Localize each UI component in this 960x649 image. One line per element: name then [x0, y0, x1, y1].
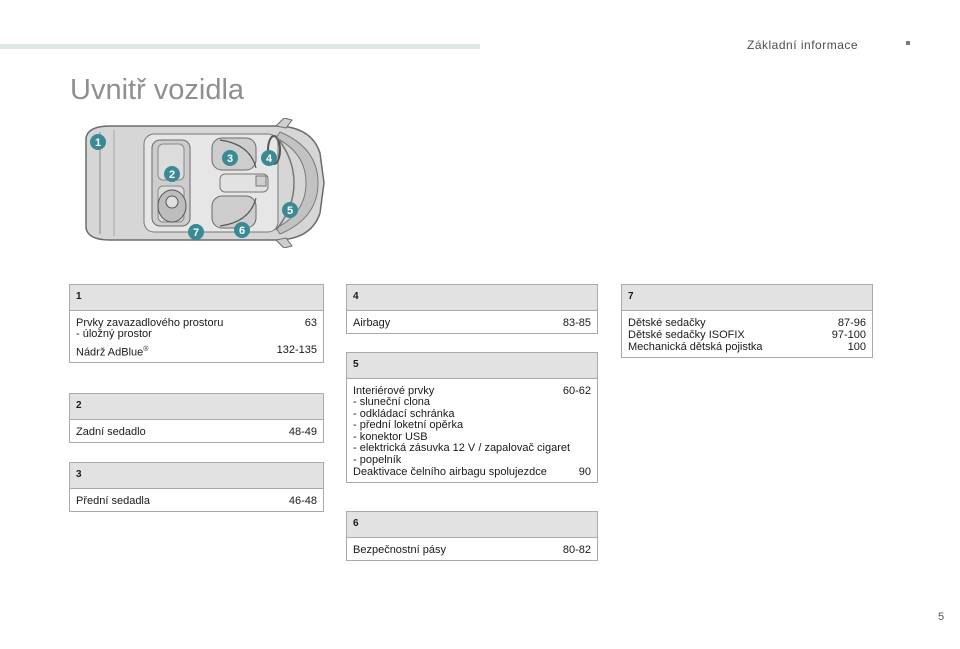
entry-pages: 80-82	[562, 544, 591, 556]
box-number: 5	[347, 353, 597, 379]
svg-text:5: 5	[286, 205, 294, 217]
entry-row	[628, 329, 866, 341]
entry-row	[76, 495, 317, 507]
box-number: 6	[347, 512, 597, 538]
header-rule	[0, 44, 480, 49]
entry-subitem: - elektrická zásuvka 12 V / zapalovač cigaret	[353, 442, 571, 454]
box-number: 7	[622, 285, 872, 311]
entry-label: Interiérové prvky	[353, 385, 435, 397]
section-title: Základní informace	[747, 38, 859, 52]
info-box-1	[69, 284, 324, 363]
entry-row	[353, 466, 591, 478]
entry-row	[628, 341, 866, 353]
info-box-6	[346, 511, 598, 561]
box-number: 1	[70, 285, 323, 311]
box-number: 4	[347, 285, 597, 311]
callout-1	[90, 134, 106, 150]
entry-label: Prvky zavazadlového prostoru	[76, 317, 224, 329]
entry-label: Dětské sedačky ISOFIX	[628, 329, 745, 341]
svg-text:2: 2	[168, 169, 176, 181]
entry-label: Dětské sedačky	[628, 317, 706, 329]
info-box-5	[346, 352, 598, 483]
entry-label: Nádrž AdBlue	[76, 346, 144, 359]
entry-row	[76, 426, 317, 438]
info-box-7	[621, 284, 873, 358]
page-number: 5	[938, 611, 945, 623]
entry-row	[76, 344, 317, 359]
car-interior-illustration	[80, 118, 330, 248]
callout-3	[222, 150, 238, 166]
entry-subitem: - odkládací schránka	[353, 407, 455, 420]
box-number: 2	[70, 394, 323, 420]
entry-subitem: - konektor USB	[353, 430, 428, 443]
header-bullet	[906, 41, 910, 45]
entry-pages: 48-49	[288, 426, 317, 438]
svg-text:6: 6	[238, 225, 246, 237]
entry-label: Deaktivace čelního airbagu spolujezdce	[353, 466, 547, 478]
svg-text:7: 7	[192, 227, 200, 239]
page-title: Uvnitř vozidla	[70, 74, 245, 106]
svg-text:4: 4	[265, 153, 273, 165]
entry-subitem: - popelník	[353, 453, 402, 466]
info-box-4	[346, 284, 598, 334]
entry-pages: 90	[578, 466, 591, 478]
info-box-2	[69, 393, 324, 443]
entry-pages: 87-96	[837, 317, 866, 329]
registered-mark: ®	[143, 345, 149, 353]
entry-label: Bezpečnostní pásy	[353, 544, 446, 556]
entry-row	[628, 317, 866, 329]
callout-4	[261, 150, 277, 166]
entry-pages: 63	[304, 317, 317, 329]
callout-2	[164, 166, 180, 182]
entry-pages: 83-85	[562, 317, 591, 329]
entry-pages: 97-100	[831, 329, 866, 341]
entry-label: Airbagy	[353, 317, 391, 329]
entry-row	[353, 544, 591, 556]
entry-label: Přední sedadla	[76, 495, 150, 507]
info-box-3	[69, 462, 324, 512]
entry-label: Zadní sedadlo	[76, 426, 146, 438]
entry-pages: 46-48	[288, 495, 317, 507]
entry-label: Mechanická dětská pojistka	[628, 341, 763, 353]
callout-7	[188, 224, 204, 240]
box-number: 3	[70, 463, 323, 489]
entry-subitem: - sluneční clona	[353, 396, 431, 408]
entry-subitem: - úložný prostor	[76, 328, 152, 340]
callout-5	[282, 202, 298, 218]
entry-label-wrap	[76, 344, 148, 359]
callout-6	[234, 222, 250, 238]
entry-pages: 132-135	[276, 343, 317, 356]
entry-pages: 100	[847, 341, 866, 353]
svg-text:3: 3	[226, 153, 234, 165]
entry-pages: 60-62	[562, 385, 591, 397]
entry-row	[353, 317, 591, 329]
svg-text:1: 1	[94, 137, 102, 149]
entry-subitem: - přední loketní opěrka	[353, 419, 464, 431]
